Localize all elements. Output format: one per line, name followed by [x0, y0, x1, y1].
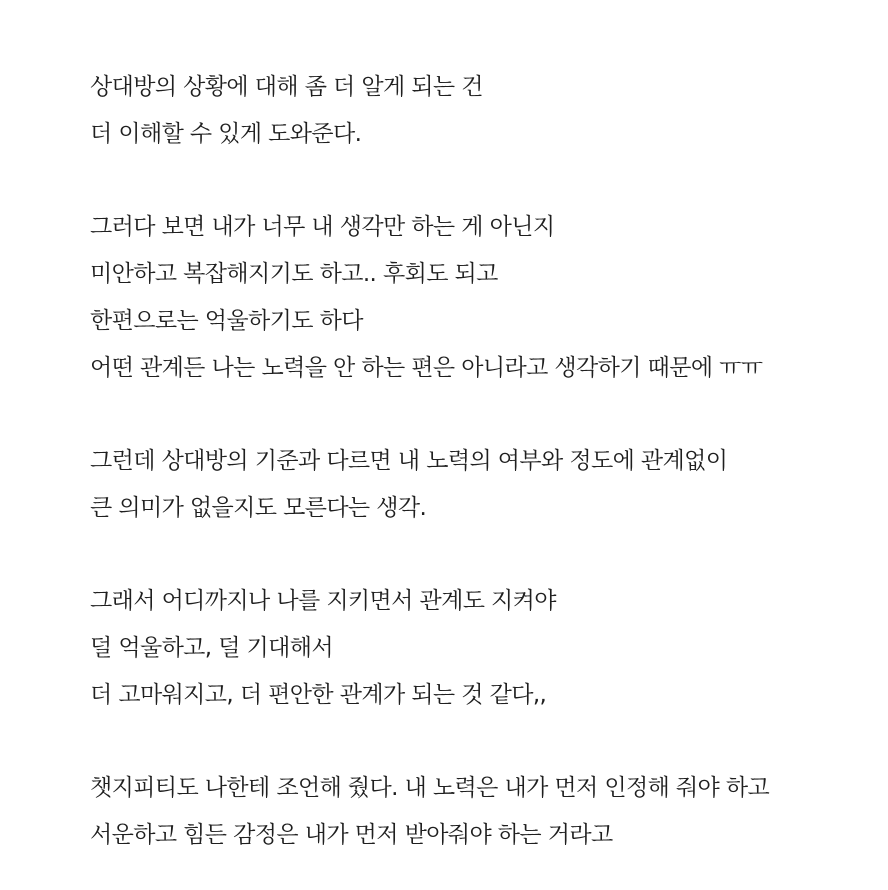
text-line: 미안하고 복잡해지기도 하고.. 후회도 되고	[90, 261, 498, 287]
text-line: 서운하고 힘든 감정은 내가 먼저 받아줘야 하는 거라고	[90, 822, 613, 848]
text-line: 더 고마워지고, 더 편안한 관계가 되는 것 같다,,	[90, 682, 547, 708]
text-line: 더 이해할 수 있게 도와준다.	[90, 121, 362, 147]
text-line: 그런데 상대방의 기준과 다르면 내 노력의 여부와 정도에 관계없이	[90, 448, 728, 474]
paragraph-4	[90, 578, 880, 719]
post-body	[90, 64, 880, 859]
text-line: 한편으로는 억울하기도 하다	[90, 308, 363, 334]
text-line: 어떤 관계든 나는 노력을 안 하는 편은 아니라고 생각하기 때문에 ㅠㅠ	[90, 355, 763, 381]
text-line: 그래서 어디까지나 나를 지키면서 관계도 지켜야	[90, 588, 556, 614]
paragraph-5	[90, 765, 880, 859]
paragraph-3	[90, 438, 880, 532]
text-line: 덜 억울하고, 덜 기대해서	[90, 635, 334, 661]
text-line: 그러다 보면 내가 너무 내 생각만 하는 게 아닌지	[90, 214, 555, 240]
paragraph-2	[90, 204, 880, 392]
text-line: 챗지피티도 나한테 조언해 줬다. 내 노력은 내가 먼저 인정해 줘야 하고	[90, 775, 770, 801]
paragraph-1	[90, 64, 880, 158]
text-line: 상대방의 상황에 대해 좀 더 알게 되는 건	[90, 74, 483, 100]
text-line: 큰 의미가 없을지도 모른다는 생각.	[90, 495, 427, 521]
